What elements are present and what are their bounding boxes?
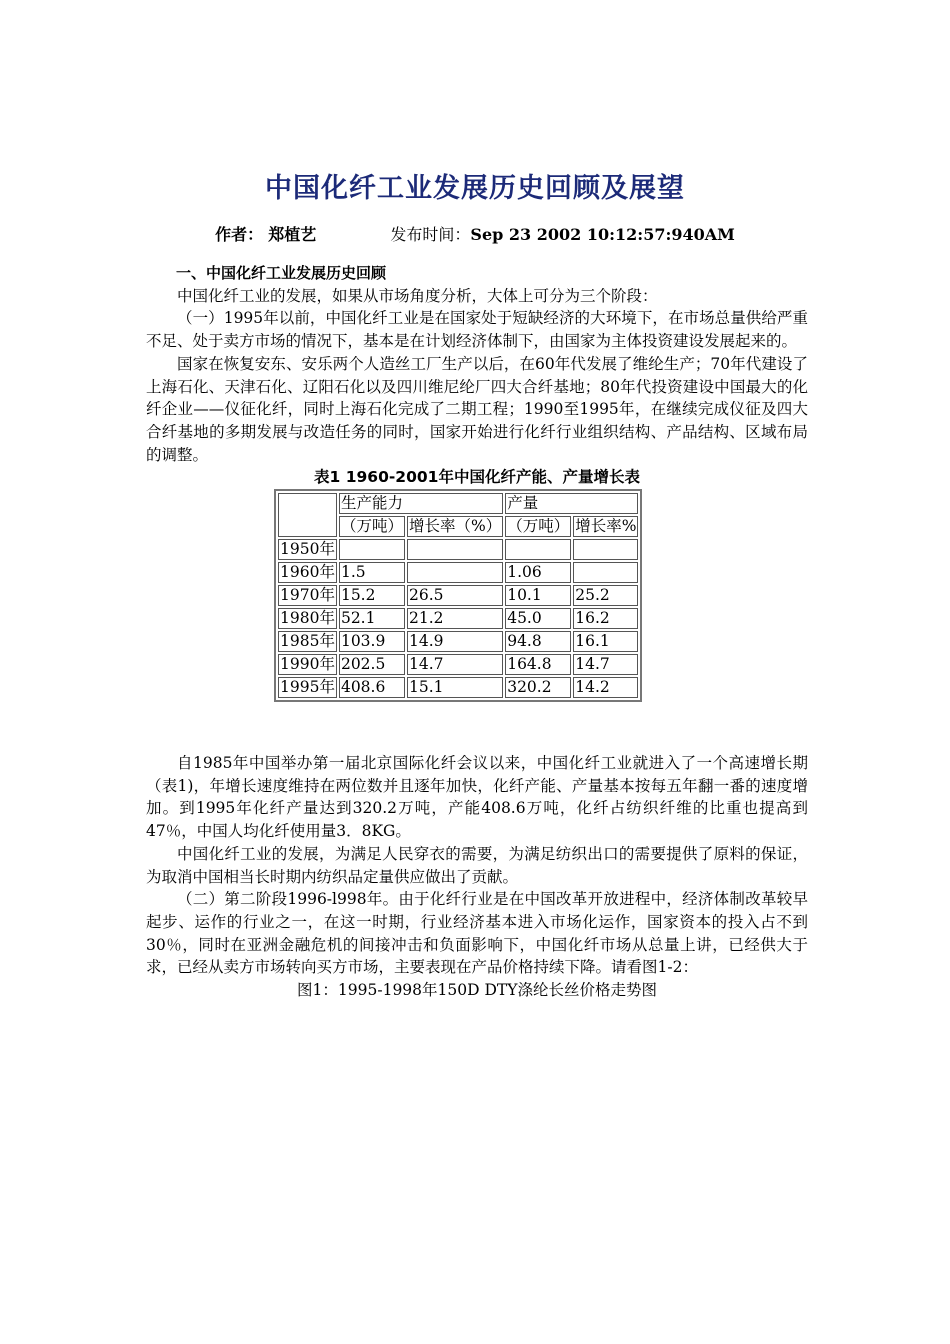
output-cell: 45.0 (505, 608, 571, 629)
date-label: 发布时间： (390, 225, 471, 244)
output-cell: 1.06 (505, 562, 571, 583)
year-cell: 1960年 (280, 563, 335, 582)
output-rate-cell: 14.2 (573, 677, 638, 698)
table-row (278, 654, 638, 675)
subheader-cell: 增长率% (575, 517, 637, 536)
output-cell: 164.8 (505, 654, 571, 675)
output-rate-cell: 16.1 (573, 631, 638, 652)
year-cell: 1980年 (280, 609, 335, 628)
header-output: 产量 (505, 493, 638, 514)
subheader-cell: （万吨） (340, 517, 403, 536)
capacity-cell: 103.9 (339, 631, 405, 652)
table-row (278, 562, 638, 583)
paragraph: 自1985年中国举办第一届北京国际化纤会议以来，中国化纤工业就进入了一个高速增长期（表1)，年增长速度维持在两位数并且逐年加快，化纤产能、产量基本按每五年翻一番的速度增加。到1995年化纤产量达到320.2万吨，产能408.6万吨，化纤占纺织纤维的比重也提高到47％，中国人均化纤使用量3．8KG。 (146, 754, 808, 841)
header-capacity: 生产能力 (339, 493, 503, 514)
section-heading: 一、中国化纤工业发展历史回顾 (176, 264, 387, 282)
year-cell: 1995年 (280, 678, 335, 697)
year-cell: 1970年 (280, 586, 335, 605)
output-cell: 320.2 (505, 677, 571, 698)
figure-caption: 图1：1995-1998年150D DTY涤纶长丝价格走势图 (297, 981, 657, 1000)
output-rate-cell: 14.7 (573, 654, 638, 675)
capacity-cell (339, 539, 405, 560)
output-cell (505, 539, 571, 560)
growth-table (274, 489, 642, 702)
capacity-rate-cell: 26.5 (407, 585, 503, 606)
capacity-cell: 408.6 (339, 677, 405, 698)
paragraph: 国家在恢复安东、安乐两个人造丝工厂生产以后，在60年代发展了维纶生产；70年代建设了上海石化、天津石化、辽阳石化以及四川维尼纶厂四大合纤基地；80年代投资建设中国最大的化纤企业——仪征化纤，同时上海石化完成了二期工程；1990至1995年，在继续完成仪征及四大合纤基地的多期发展与改造任务的同时，国家开始进行化纤行业组织结构、产品结构、区域布局的调整。 (146, 354, 808, 464)
paragraph: （一）1995年以前，中国化纤工业是在国家处于短缺经济的大环境下，在市场总量供给严重不足、处于卖方市场的情况下，基本是在计划经济体制下，由国家为主体投资建设发展起来的。 (146, 309, 808, 351)
capacity-cell: 15.2 (339, 585, 405, 606)
paragraph: 中国化纤工业的发展，如果从市场角度分析，大体上可分为三个阶段： (177, 286, 658, 305)
output-rate-cell (573, 562, 638, 583)
year-cell: 1950年 (280, 540, 335, 559)
output-cell: 10.1 (505, 585, 571, 606)
output-cell: 94.8 (505, 631, 571, 652)
capacity-cell: 202.5 (339, 654, 405, 675)
article-meta (0, 222, 950, 245)
output-rate-cell: 25.2 (573, 585, 638, 606)
capacity-rate-cell: 21.2 (407, 608, 503, 629)
publish-date: Sep 23 2002 10:12:57:940AM (470, 225, 735, 244)
subheader-cell: 增长率（%） (408, 517, 502, 536)
table-row (278, 608, 638, 629)
paragraph: （二）第二阶段1996-l998年。由于化纤行业是在中国改革开放进程中，经济体制改革较早起步、运作的行业之一，在这一时期，行业经济基本进入市场化运作，国家资本的投入占不到30％，同时在亚洲金融危机的间接冲击和负面影响下，中国化纤市场从总量上讲，已经供大于求，已经从卖方市场转向买方市场，主要表现在产品价格持续下降。请看图1-2： (146, 890, 808, 977)
year-cell: 1985年 (280, 632, 335, 651)
table-row (278, 539, 638, 560)
capacity-rate-cell (407, 562, 503, 583)
author-name: 郑植艺 (268, 225, 317, 244)
paragraph: 中国化纤工业的发展，为满足人民穿衣的需要，为满足纺织出口的需要提供了原料的保证，为取消中国相当长时期内纺织品定量供应做出了贡献。 (146, 844, 808, 886)
capacity-rate-cell (407, 539, 503, 560)
output-rate-cell (573, 539, 638, 560)
capacity-cell: 52.1 (339, 608, 405, 629)
capacity-rate-cell: 14.9 (407, 631, 503, 652)
capacity-cell: 1.5 (339, 562, 405, 583)
output-rate-cell: 16.2 (573, 608, 638, 629)
author-label: 作者： (215, 225, 264, 244)
table-row (278, 585, 638, 606)
table-header-row (278, 493, 638, 514)
subheader-cell: （万吨） (507, 517, 570, 536)
page-title: 中国化纤工业发展历史回顾及展望 (265, 173, 685, 204)
year-cell: 1990年 (280, 655, 335, 674)
table-corner-cell (278, 493, 337, 537)
capacity-rate-cell: 15.1 (407, 677, 503, 698)
table-caption: 表1 1960-2001年中国化纤产能、产量增长表 (314, 468, 640, 487)
table-row (278, 677, 638, 698)
article-body (146, 262, 808, 1002)
capacity-rate-cell: 14.7 (407, 654, 503, 675)
table-row (278, 631, 638, 652)
